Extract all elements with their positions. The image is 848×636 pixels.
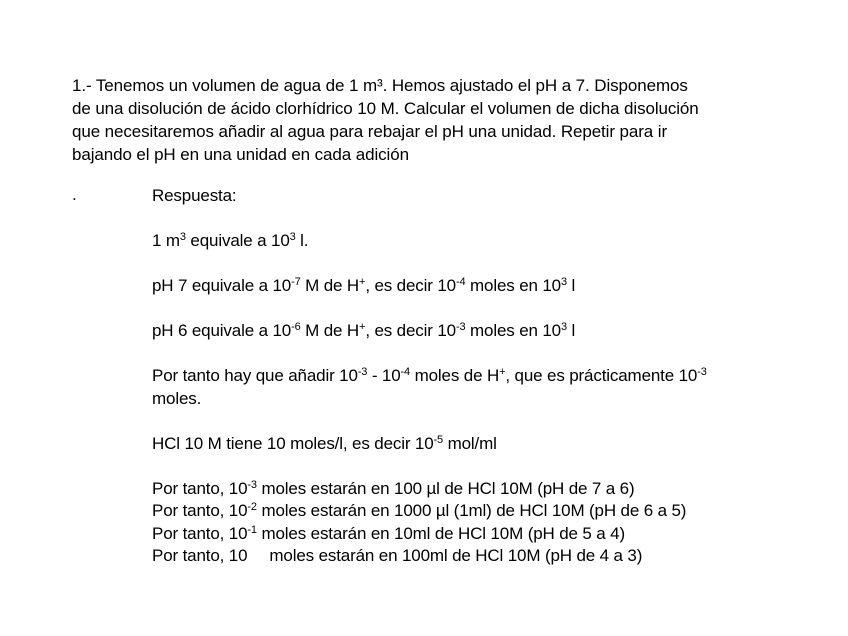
ph6-line: pH 6 equivale a $10^{-6}$ M de H+, es decir $10^{-3}$ moles en $10^3$ l [152, 321, 576, 340]
problem-line: 1.- Tenemos un volumen de agua de 1 m³. Hemos ajustado el pH a 7. Disponemos [72, 76, 688, 95]
result-line: Por tanto, $10^{-1}$ moles estarán en 10ml de HCl 10M (pH de 5 a 4) [152, 523, 625, 543]
problem-line: de una disolución de ácido clorhídrico 10 M. Calcular el volumen de dicha disolución [72, 99, 699, 118]
hcl-line: HCl 10 M tiene 10 moles/l, es decir $10^{-5}$ mol/ml [152, 433, 497, 453]
equivalence-line: 1 $m^3$ equivale a $10^3$ l. [152, 231, 309, 250]
por-tanto-line: Por tanto hay que añadir $10^{-3} - 10^{-4}$ moles de H+, que es prácticamente $10^{-3}$ [152, 366, 707, 385]
por-tanto-continuation: moles. [152, 388, 202, 408]
result-line: Por tanto, 10 moles estarán en 100ml de HCl 10M (pH de 4 a 3) [152, 546, 643, 565]
problem-statement [72, 74, 832, 166]
answer-block [152, 185, 842, 568]
problem-line: que necesitaremos añadir al agua para rebajar el pH una unidad. Repetir para ir [72, 122, 668, 141]
answer-heading: Respuesta: [152, 186, 237, 205]
ph7-line: pH 7 equivale a $10^{-7}$ M de H+, es decir $10^{-4}$ moles en $10^3$ l [152, 276, 576, 295]
result-line: Por tanto, $10^{-2}$ moles estarán en 1000 µl (1ml) de HCl 10M (pH de 6 a 5) [152, 501, 687, 520]
problem-line: bajando el pH en una unidad en cada adición [72, 145, 409, 164]
result-line: Por tanto, $10^{-3}$ moles estarán en 100 µl de HCl 10M (pH de 7 a 6) [152, 478, 635, 498]
list-dot: . [72, 185, 77, 204]
